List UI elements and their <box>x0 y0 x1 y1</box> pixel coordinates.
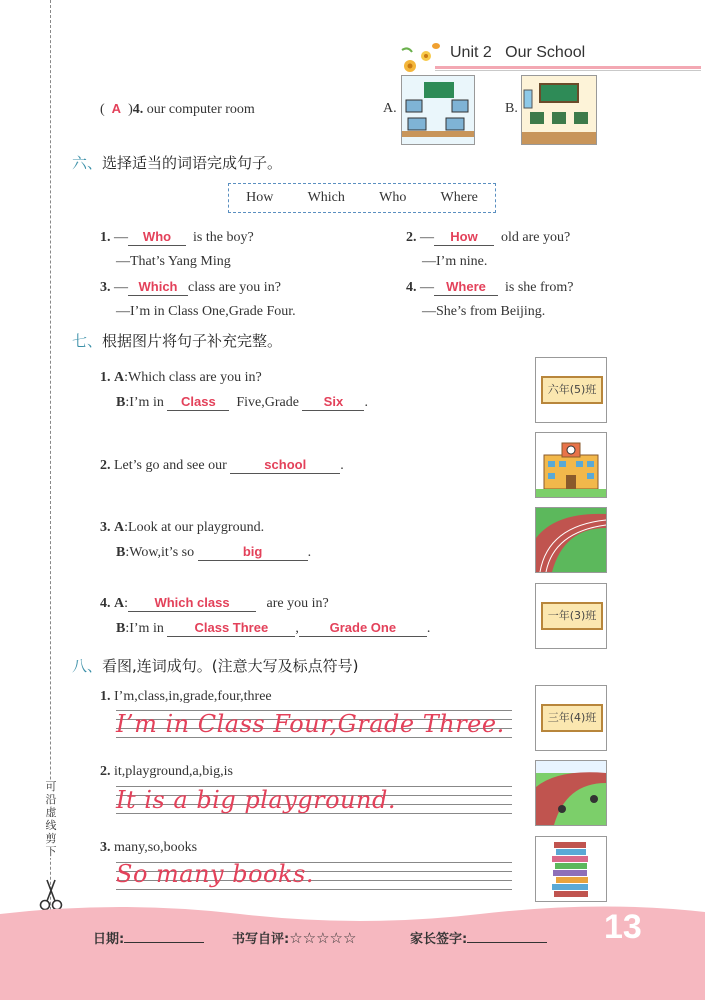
sec6-item-4-reply: —She’s from Beijing. <box>422 304 546 319</box>
sec6-item-4: 4. — Where is she from? <box>406 279 574 295</box>
word-who: Who <box>379 190 407 205</box>
section-8-title: 八、看图,连词成句。(注意大写及标点符号) <box>72 657 359 675</box>
school-building-image <box>535 432 607 498</box>
rating-stars: ☆☆☆☆☆ <box>289 929 357 947</box>
footer-self-eval: 书写自评:☆☆☆☆☆ <box>232 929 357 947</box>
sec7-item-2: 2. Let’s go and see our school . <box>100 457 344 473</box>
sec7-item-3-a: 3. A:Look at our playground. <box>100 520 265 535</box>
section-7-title: 七、根据图片将句子补充完整。 <box>72 332 283 350</box>
footer-date: 日期: <box>93 928 204 947</box>
sec7-item-3-b: B:Wow,it’s so big . <box>116 544 312 560</box>
class-sign-image: 六年(5)班 <box>535 357 607 423</box>
word-bank <box>228 183 496 213</box>
footer-background <box>0 900 705 1000</box>
word-how: How <box>246 190 274 205</box>
classroom-image <box>521 75 597 145</box>
option-b-label: B. <box>505 101 518 116</box>
word-where: Where <box>440 190 478 205</box>
sec8-item-2-words: 2. it,playground,a,big,is <box>100 764 233 779</box>
header-rule-thin <box>435 70 701 71</box>
sec8-item-3-words: 3. many,so,books <box>100 840 198 855</box>
option-a-label: A. <box>383 101 397 116</box>
sec6-item-2-reply: —I’m nine. <box>422 254 488 269</box>
sec7-item-4-b: B:I’m in Class Three , Grade One . <box>116 620 431 636</box>
header-rule <box>435 66 701 69</box>
sec6-item-1: 1. — Who is the boy? <box>100 229 254 245</box>
sec7-item-1-b: B:I’m in Class Five,Grade Six . <box>116 394 368 410</box>
books-stack-image <box>535 836 607 902</box>
sec8-item-3-answer: So many books. <box>116 860 314 888</box>
cut-instruction: 可 沿 虚 线 剪 下 <box>45 780 57 858</box>
sec7-item-4-a: 4. A: Which class are you in? <box>100 595 329 611</box>
sec6-item-2: 2. — How old are you? <box>406 229 571 245</box>
playground-image <box>535 507 607 573</box>
class-sign-image-3: 三年(4)班 <box>535 685 607 751</box>
unit-header: Unit 2 Our School <box>450 44 586 61</box>
sec7-item-1-a: 1. A:Which class are you in? <box>100 370 262 385</box>
sec6-item-3: 3. — Which class are you in? <box>100 279 281 295</box>
sec8-item-2-answer: It is a big playground. <box>116 786 396 814</box>
sec8-item-1-answer: I’m in Class Four,Grade Three. <box>116 710 505 738</box>
page-number: 13 <box>604 908 642 946</box>
big-playground-image <box>535 760 607 826</box>
class-sign-image-2: 一年(3)班 <box>535 583 607 649</box>
word-which: Which <box>307 190 345 205</box>
sec6-item-1-reply: —That’s Yang Ming <box>116 254 231 269</box>
sec6-item-3-reply: —I’m in Class One,Grade Four. <box>116 304 296 319</box>
question-computer-room: ( A )4. our computer room <box>100 101 255 117</box>
sec8-item-1-words: 1. I’m,class,in,grade,four,three <box>100 689 272 704</box>
footer-parent-signature: 家长签字: <box>410 928 547 947</box>
section-6-title: 六、选择适当的词语完成句子。 <box>72 154 283 172</box>
computer-room-image <box>401 75 475 145</box>
